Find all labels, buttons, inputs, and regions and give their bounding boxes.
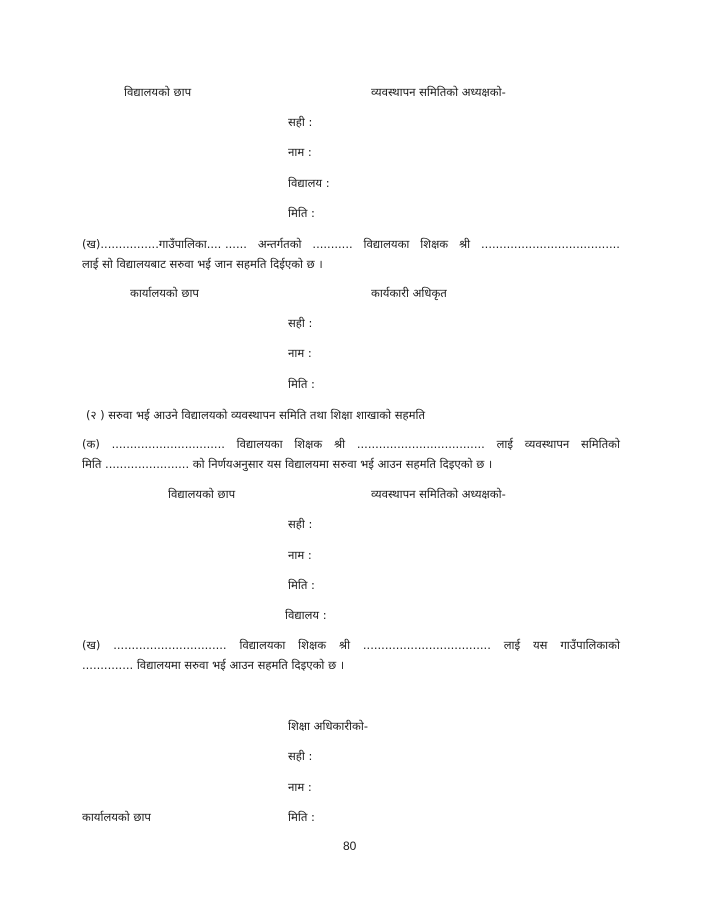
paragraph-line-1: (ख)................गाउँपालिका.... ...... अन्तर्गतको ........... विद्यालयका शिक्षक श्री ...................................... [82,237,620,251]
signature-label: सही : [288,749,313,763]
committee-chair-label: व्यवस्थापन समितिको अध्यक्षको- [371,487,506,501]
name-label: नाम : [288,346,312,360]
name-label: नाम : [288,780,312,794]
name-label: नाम : [288,145,312,159]
signature-label: सही : [288,517,313,531]
paragraph-kha-transfer-out [82,237,620,271]
education-officer-label: शिक्षा अधिकारीको- [288,719,368,733]
school-stamp-label: विद्यालयको छाप [124,85,192,99]
paragraph-line-1: (क) ............................... विद्यालयका शिक्षक श्री ................................... लाई व्यवस्थापन समितिको [82,437,620,451]
paragraph-line-2: मिति ....................... को निर्णयअनुसार यस विद्यालयमा सरुवा भई आउन सहमति दिइएको छ । [82,457,493,471]
section-heading: (२ ) सरुवा भई आउने विद्यालयको व्यवस्थापन समिति तथा शिक्षा शाखाको सहमति [86,408,426,422]
paragraph-line-1: (ख) ............................... विद्यालयका शिक्षक श्री ................................... लाई यस गाउँपालिकाको [82,638,620,652]
date-label: मिति : [288,206,315,220]
office-stamp-label: कार्यालयको छाप [130,286,199,300]
paragraph-line-2: .............. विद्यालयमा सरुवा भई आउन सहमति दिइएको छ । [82,658,345,672]
date-label: मिति : [288,377,315,391]
school-stamp-label: विद्यालयको छाप [168,487,236,501]
signature-label: सही : [288,316,313,330]
paragraph-kha-municipality-consent [82,638,620,672]
paragraph-ka-committee-consent [82,437,620,471]
executive-officer-label: कार्यकारी अधिकृत [371,286,447,300]
school-label: विद्यालय : [288,176,330,190]
date-label: मिति : [288,578,315,592]
signature-label: सही : [288,115,313,129]
committee-chair-label: व्यवस्थापन समितिको अध्यक्षको- [371,85,506,99]
page-number: 80 [343,839,357,853]
date-label: मिति : [288,810,315,824]
paragraph-line-2: लाई सो विद्यालयबाट सरुवा भई जान सहमति दिईएको छ । [82,257,323,271]
name-label: नाम : [288,548,312,562]
school-label: विद्यालय : [285,608,327,622]
office-stamp-label: कार्यालयको छाप [82,810,151,824]
